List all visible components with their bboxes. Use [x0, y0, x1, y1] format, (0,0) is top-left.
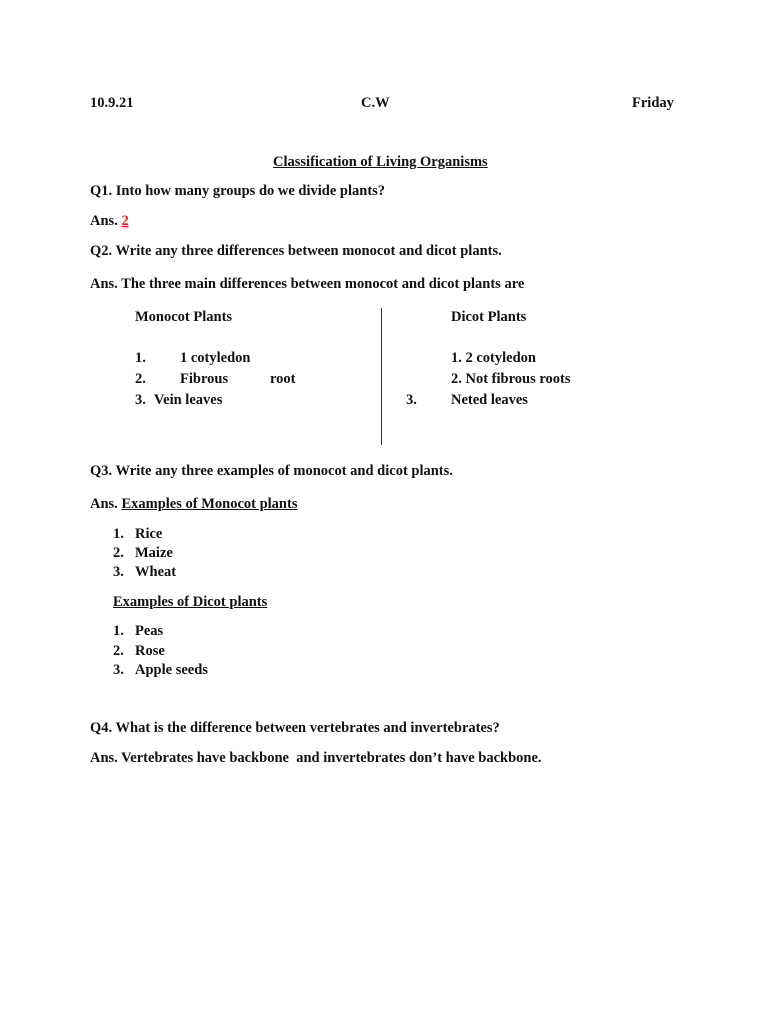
- header-work-type: C.W: [361, 95, 390, 111]
- header-day: Friday: [632, 95, 674, 111]
- dicot-example-2: Rose: [135, 643, 165, 659]
- monocot-item-2-num: 2.: [135, 371, 146, 387]
- monocot-heading: Monocot Plants: [135, 309, 233, 325]
- monocot-item-2-text: Fibrous: [180, 371, 229, 387]
- dicot-example-1-num: 1.: [113, 623, 124, 639]
- page-title: Classification of Living Organisms: [273, 154, 488, 170]
- column-divider: [381, 308, 382, 445]
- dicot-item-2: 2. Not fibrous roots: [451, 371, 571, 387]
- monocot-item-1-num: 1.: [135, 350, 146, 366]
- q1-answer-value: 2: [121, 213, 129, 229]
- monocot-item-3-num: 3.: [135, 392, 146, 408]
- monocot-item-3-text: Vein leaves: [154, 392, 223, 408]
- monocot-example-1: Rice: [135, 526, 163, 542]
- dicot-example-3-num: 3.: [113, 662, 124, 678]
- q3-answer-prefix: Ans.: [90, 496, 118, 512]
- monocot-example-3: Wheat: [135, 564, 177, 580]
- dicot-example-1: Peas: [135, 623, 164, 639]
- q3-question: Q3. Write any three examples of monocot and dicot plants.: [90, 463, 453, 479]
- q4-answer: Ans. Vertebrates have backbone and invertebrates don’t have backbone.: [90, 750, 542, 766]
- monocot-example-2-num: 2.: [113, 545, 124, 561]
- monocot-examples-heading: Examples of Monocot plants: [121, 496, 298, 512]
- q1-answer-prefix: Ans.: [90, 213, 118, 229]
- dicot-example-3: Apple seeds: [135, 662, 208, 678]
- dicot-item-3-text: Neted leaves: [451, 392, 528, 408]
- monocot-item-1-text: 1 cotyledon: [180, 350, 251, 366]
- q1-answer: [90, 212, 129, 230]
- q1-question: Q1. Into how many groups do we divide plants?: [90, 183, 386, 199]
- q2-answer: Ans. The three main differences between monocot and dicot plants are: [90, 276, 525, 292]
- dicot-item-1: 1. 2 cotyledon: [451, 350, 536, 366]
- monocot-example-1-num: 1.: [113, 526, 124, 542]
- monocot-item-2-extra: root: [270, 371, 296, 387]
- dicot-heading: Dicot Plants: [451, 309, 527, 325]
- dicot-examples-heading: Examples of Dicot plants: [113, 594, 268, 610]
- q3-answer: [90, 495, 297, 513]
- header-date: 10.9.21: [90, 95, 134, 111]
- dicot-item-3-num: 3.: [406, 392, 417, 408]
- dicot-example-2-num: 2.: [113, 643, 124, 659]
- monocot-example-3-num: 3.: [113, 564, 124, 580]
- q4-question: Q4. What is the difference between vertebrates and invertebrates?: [90, 720, 500, 736]
- q2-question: Q2. Write any three differences between monocot and dicot plants.: [90, 243, 502, 259]
- monocot-example-2: Maize: [135, 545, 173, 561]
